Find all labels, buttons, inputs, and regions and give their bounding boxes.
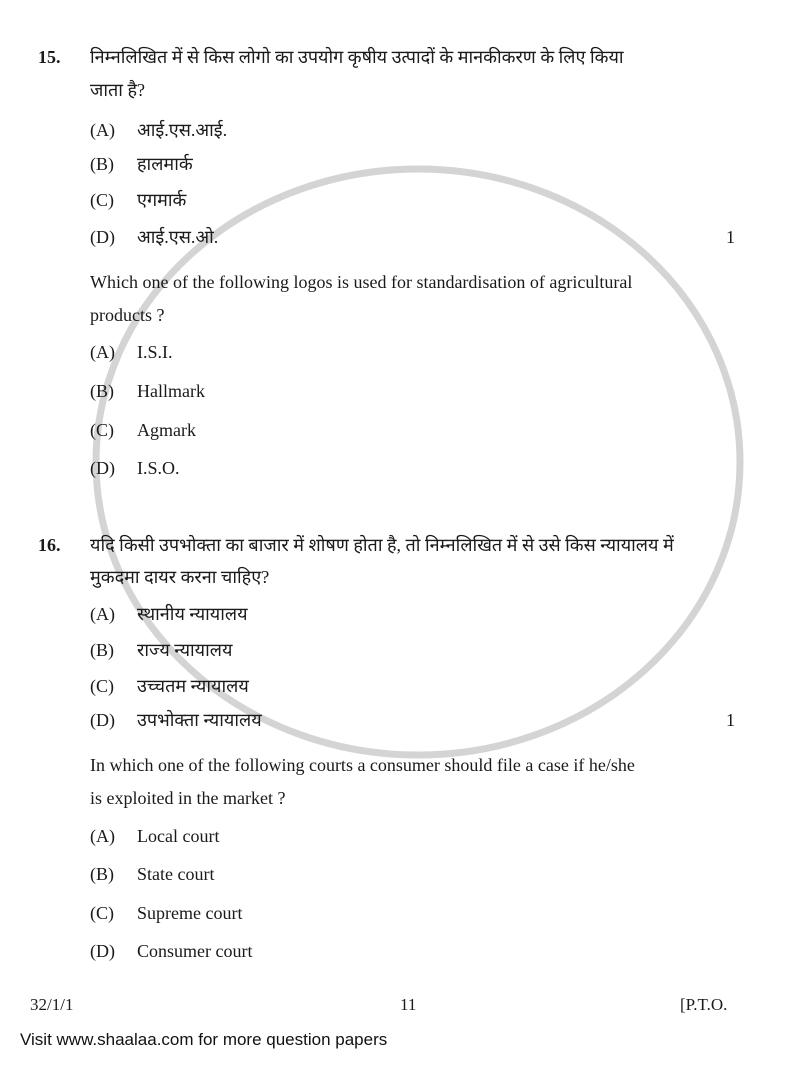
option-text: State court bbox=[137, 864, 215, 884]
pto-label: [P.T.O. bbox=[680, 995, 728, 1014]
option-text: Consumer court bbox=[137, 941, 253, 961]
option-text: हालमार्क bbox=[137, 154, 193, 174]
question-text-english: Which one of the following logos is used for standardisation of agricultural bbox=[90, 272, 633, 292]
question-text-hindi: यदि किसी उपभोक्ता का बाजार में शोषण होता है, तो निम्नलिखित में से उसे किस न्यायालय में bbox=[90, 535, 674, 555]
option-label: (B) bbox=[90, 864, 114, 884]
option-text: एगमार्क bbox=[137, 190, 187, 210]
option-text: उच्चतम न्यायालय bbox=[137, 676, 249, 696]
option-label: (D) bbox=[90, 227, 115, 247]
option-text: Local court bbox=[137, 826, 220, 846]
option-label: (A) bbox=[90, 604, 115, 624]
question-text-english: In which one of the following courts a consumer should file a case if he/she bbox=[90, 755, 635, 775]
option-label: (A) bbox=[90, 120, 115, 140]
option-label: (D) bbox=[90, 458, 115, 478]
option-label: (A) bbox=[90, 342, 115, 362]
option-text: I.S.O. bbox=[137, 458, 180, 478]
option-label: (C) bbox=[90, 190, 114, 210]
option-label: (C) bbox=[90, 420, 114, 440]
paper-code: 32/1/1 bbox=[30, 995, 74, 1014]
option-text: Hallmark bbox=[137, 381, 205, 401]
question-number: 15. bbox=[38, 47, 61, 67]
visit-link[interactable]: Visit www.shaalaa.com for more question papers bbox=[20, 1030, 388, 1049]
option-label: (C) bbox=[90, 676, 114, 696]
watermark-circle bbox=[96, 169, 740, 755]
option-label: (B) bbox=[90, 381, 114, 401]
marks: 1 bbox=[726, 227, 735, 247]
question-text-english: is exploited in the market ? bbox=[90, 788, 286, 808]
option-text: Agmark bbox=[137, 420, 196, 440]
option-text: आई.एस.ओ. bbox=[137, 227, 219, 247]
question-text-hindi: मुकदमा दायर करना चाहिए? bbox=[90, 567, 270, 587]
option-label: (D) bbox=[90, 941, 115, 961]
option-label: (A) bbox=[90, 826, 115, 846]
option-text: I.S.I. bbox=[137, 342, 173, 362]
option-text: स्थानीय न्यायालय bbox=[137, 604, 248, 624]
question-number: 16. bbox=[38, 535, 61, 555]
option-label: (C) bbox=[90, 903, 114, 923]
marks: 1 bbox=[726, 710, 735, 730]
question-text-english: products ? bbox=[90, 305, 165, 325]
option-text: राज्य न्यायालय bbox=[137, 640, 233, 660]
option-text: उपभोक्ता न्यायालय bbox=[137, 710, 262, 730]
option-label: (B) bbox=[90, 640, 114, 660]
question-text-hindi: निम्नलिखित में से किस लोगो का उपयोग कृषीय उत्पादों के मानकीकरण के लिए किया bbox=[90, 47, 624, 67]
option-label: (D) bbox=[90, 710, 115, 730]
option-text: आई.एस.आई. bbox=[137, 120, 228, 140]
option-text: Supreme court bbox=[137, 903, 243, 923]
question-text-hindi: जाता है? bbox=[90, 80, 145, 100]
page-number: 11 bbox=[400, 995, 417, 1014]
option-label: (B) bbox=[90, 154, 114, 174]
